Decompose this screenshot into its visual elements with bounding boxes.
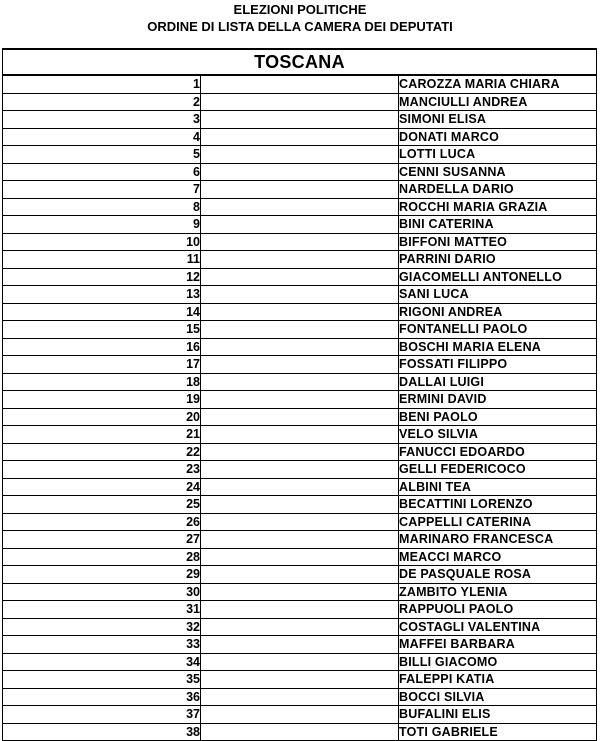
row-number: 23 (3, 461, 201, 479)
region-header-row (3, 49, 597, 75)
candidate-name: MARINARO FRANCESCA (399, 531, 597, 549)
row-number: 13 (3, 286, 201, 304)
table-row (3, 426, 597, 444)
candidate-name: DONATI MARCO (399, 128, 597, 146)
row-number: 5 (3, 146, 201, 164)
empty-cell (201, 688, 399, 706)
candidate-name: FONTANELLI PAOLO (399, 321, 597, 339)
candidate-name: LOTTI LUCA (399, 146, 597, 164)
candidate-name: BIFFONI MATTEO (399, 233, 597, 251)
empty-cell (201, 636, 399, 654)
empty-cell (201, 338, 399, 356)
table-row (3, 286, 597, 304)
row-number: 18 (3, 373, 201, 391)
empty-cell (201, 303, 399, 321)
empty-cell (201, 146, 399, 164)
table-row (3, 111, 597, 129)
table-row (3, 636, 597, 654)
empty-cell (201, 128, 399, 146)
candidate-name: RAPPUOLI PAOLO (399, 601, 597, 619)
table-row (3, 391, 597, 409)
table-row (3, 321, 597, 339)
candidate-name: FOSSATI FILIPPO (399, 356, 597, 374)
empty-cell (201, 723, 399, 741)
table-row (3, 303, 597, 321)
row-number: 35 (3, 671, 201, 689)
candidate-name: DE PASQUALE ROSA (399, 566, 597, 584)
empty-cell (201, 216, 399, 234)
candidate-name: CENNI SUSANNA (399, 163, 597, 181)
empty-cell (201, 478, 399, 496)
row-number: 6 (3, 163, 201, 181)
row-number: 17 (3, 356, 201, 374)
table-row (3, 198, 597, 216)
table-row (3, 181, 597, 199)
region-title: TOSCANA (3, 49, 597, 75)
row-number: 16 (3, 338, 201, 356)
candidate-name: MAFFEI BARBARA (399, 636, 597, 654)
table-row (3, 75, 597, 93)
row-number: 1 (3, 75, 201, 93)
candidate-name: TOTI GABRIELE (399, 723, 597, 741)
candidate-name: ZAMBITO YLENIA (399, 583, 597, 601)
row-number: 19 (3, 391, 201, 409)
table-row (3, 373, 597, 391)
candidate-name: ALBINI TEA (399, 478, 597, 496)
empty-cell (201, 461, 399, 479)
empty-cell (201, 566, 399, 584)
table-row (3, 548, 597, 566)
table-row (3, 583, 597, 601)
row-number: 36 (3, 688, 201, 706)
table-row (3, 163, 597, 181)
empty-cell (201, 601, 399, 619)
candidate-name: DALLAI LUIGI (399, 373, 597, 391)
candidate-name: CAPPELLI CATERINA (399, 513, 597, 531)
row-number: 37 (3, 706, 201, 724)
table-row (3, 566, 597, 584)
row-number: 28 (3, 548, 201, 566)
empty-cell (201, 356, 399, 374)
empty-cell (201, 111, 399, 129)
empty-cell (201, 75, 399, 93)
empty-cell (201, 163, 399, 181)
empty-cell (201, 391, 399, 409)
candidate-name: BINI CATERINA (399, 216, 597, 234)
row-number: 15 (3, 321, 201, 339)
row-number: 38 (3, 723, 201, 741)
candidate-name: PARRINI DARIO (399, 251, 597, 269)
table-row (3, 653, 597, 671)
row-number: 29 (3, 566, 201, 584)
row-number: 24 (3, 478, 201, 496)
empty-cell (201, 198, 399, 216)
empty-cell (201, 583, 399, 601)
row-number: 34 (3, 653, 201, 671)
table-row (3, 146, 597, 164)
candidate-name: ERMINI DAVID (399, 391, 597, 409)
table-row (3, 706, 597, 724)
table-row (3, 531, 597, 549)
empty-cell (201, 443, 399, 461)
table-row (3, 671, 597, 689)
empty-cell (201, 531, 399, 549)
row-number: 7 (3, 181, 201, 199)
candidate-name: MEACCI MARCO (399, 548, 597, 566)
row-number: 8 (3, 198, 201, 216)
table-row (3, 461, 597, 479)
candidate-name: ROCCHI MARIA GRAZIA (399, 198, 597, 216)
empty-cell (201, 706, 399, 724)
row-number: 31 (3, 601, 201, 619)
document-subtitle: ORDINE DI LISTA DELLA CAMERA DEI DEPUTATI (147, 19, 453, 34)
empty-cell (201, 671, 399, 689)
table-row (3, 338, 597, 356)
table-row (3, 618, 597, 636)
candidate-name: BILLI GIACOMO (399, 653, 597, 671)
row-number: 25 (3, 496, 201, 514)
table-row (3, 233, 597, 251)
document-title: ELEZIONI POLITICHE (233, 2, 367, 17)
candidate-name: BUFALINI ELIS (399, 706, 597, 724)
candidate-name: FALEPPI KATIA (399, 671, 597, 689)
empty-cell (201, 426, 399, 444)
row-number: 14 (3, 303, 201, 321)
candidate-list-table (2, 48, 597, 741)
candidate-name: COSTAGLI VALENTINA (399, 618, 597, 636)
table-row (3, 688, 597, 706)
row-number: 30 (3, 583, 201, 601)
row-number: 2 (3, 93, 201, 111)
empty-cell (201, 496, 399, 514)
candidate-name: BOCCI SILVIA (399, 688, 597, 706)
empty-cell (201, 513, 399, 531)
row-number: 27 (3, 531, 201, 549)
empty-cell (201, 373, 399, 391)
row-number: 12 (3, 268, 201, 286)
empty-cell (201, 408, 399, 426)
candidate-name: SANI LUCA (399, 286, 597, 304)
table-row (3, 723, 597, 741)
table-row (3, 251, 597, 269)
empty-cell (201, 321, 399, 339)
candidate-name: VELO SILVIA (399, 426, 597, 444)
table-row (3, 478, 597, 496)
candidate-name: NARDELLA DARIO (399, 181, 597, 199)
candidate-name: BENI PAOLO (399, 408, 597, 426)
table-row (3, 93, 597, 111)
row-number: 20 (3, 408, 201, 426)
row-number: 21 (3, 426, 201, 444)
table-row (3, 443, 597, 461)
empty-cell (201, 286, 399, 304)
table-row (3, 216, 597, 234)
candidate-name: RIGONI ANDREA (399, 303, 597, 321)
candidate-name: BOSCHI MARIA ELENA (399, 338, 597, 356)
row-number: 11 (3, 251, 201, 269)
table-row (3, 268, 597, 286)
empty-cell (201, 251, 399, 269)
candidate-name: BECATTINI LORENZO (399, 496, 597, 514)
row-number: 9 (3, 216, 201, 234)
candidate-name: GELLI FEDERICOCO (399, 461, 597, 479)
candidate-name: CAROZZA MARIA CHIARA (399, 75, 597, 93)
candidate-name: GIACOMELLI ANTONELLO (399, 268, 597, 286)
table-row (3, 356, 597, 374)
table-row (3, 513, 597, 531)
empty-cell (201, 618, 399, 636)
empty-cell (201, 268, 399, 286)
document-header (0, 0, 600, 35)
table-row (3, 408, 597, 426)
empty-cell (201, 548, 399, 566)
empty-cell (201, 181, 399, 199)
empty-cell (201, 233, 399, 251)
candidate-name: MANCIULLI ANDREA (399, 93, 597, 111)
table-row (3, 496, 597, 514)
empty-cell (201, 93, 399, 111)
row-number: 3 (3, 111, 201, 129)
row-number: 22 (3, 443, 201, 461)
candidate-name: SIMONI ELISA (399, 111, 597, 129)
candidate-rows (3, 75, 597, 741)
row-number: 4 (3, 128, 201, 146)
row-number: 32 (3, 618, 201, 636)
row-number: 33 (3, 636, 201, 654)
row-number: 26 (3, 513, 201, 531)
empty-cell (201, 653, 399, 671)
candidate-name: FANUCCI EDOARDO (399, 443, 597, 461)
row-number: 10 (3, 233, 201, 251)
table-row (3, 128, 597, 146)
table-row (3, 601, 597, 619)
